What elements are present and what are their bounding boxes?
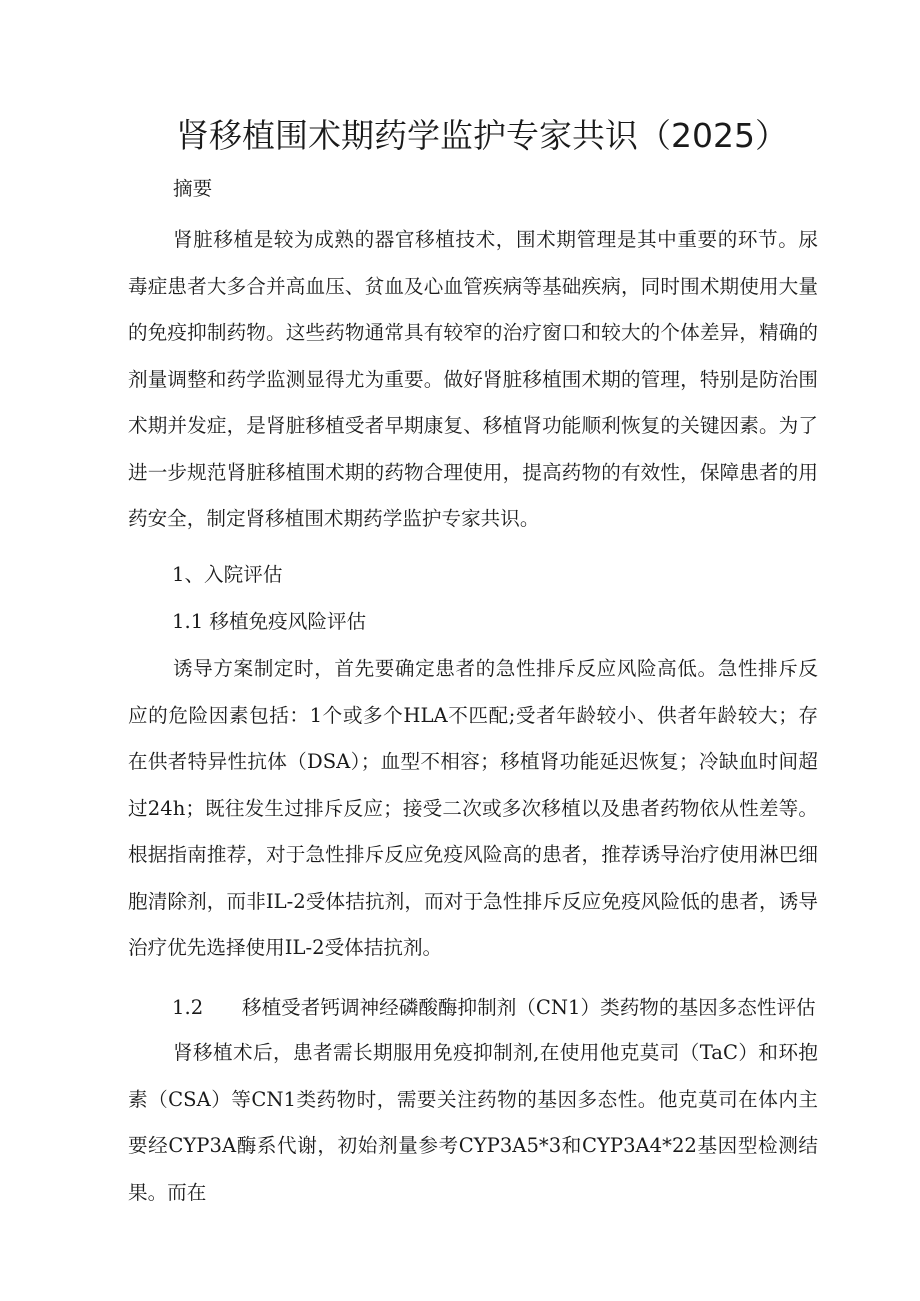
section-1-2-title: 移植受者钙调神经磷酸酶抑制剂（CN1）类药物的基因多态性评估 [242,996,816,1019]
section-1-2-number: 1.2 [172,996,204,1019]
section-1-1-heading: 1.1 移植免疫风险评估 [172,610,367,633]
section-1-2-heading [172,985,862,1032]
section-1-2-paragraph: 肾移植术后，患者需长期服用免疫抑制剂,在使用他克莫司（TaC）和环抱素（CSA）等CN1类药物时，需要关注药物的基因多态性。他克莫司在体内主要经CYP3A酶系代谢，初始剂量参考CYP3A5*3和CYP3A4*22基因型检测结果。而在 [128,1041,818,1204]
abstract-label: 摘要 [173,177,213,200]
document-title: 肾移植围术期药学监护专家共识（2025） [176,116,788,155]
abstract-paragraph: 肾脏移植是较为成熟的器官移植技术，围术期管理是其中重要的环节。尿毒症患者大多合并高血压、贫血及心血管疾病等基础疾病，同时围术期使用大量的免疫抑制药物。这些药物通常具有较窄的治疗窗口和较大的个体差异，精确的剂量调整和药学监测显得尤为重要。做好肾脏移植围术期的管理，特别是防治围术期并发症，是肾脏移植受者早期康复、移植肾功能顺利恢复的关键因素。为了进一步规范肾脏移植围术期的药物合理使用，提高药物的有效性，保障患者的用药安全，制定肾移植围术期药学监护专家共识。 [128,228,818,530]
section-1-heading: 1、入院评估 [172,563,283,586]
section-1-1-paragraph: 诱导方案制定时，首先要确定患者的急性排斥反应风险高低。急性排斥反应的危险因素包括：1个或多个HLA不匹配;受者年龄较小、供者年龄较大；存在供者特异性抗体（DSA）；血型不相容；移植肾功能延迟恢复；冷缺血时间超过24h；既往发生过排斥反应；接受二次或多次移植以及患者药物依从性差等。根据指南推荐，对于急性排斥反应免疫风险高的患者，推荐诱导治疗使用淋巴细胞清除剂，而非IL-2受体拮抗剂，而对于急性排斥反应免疫风险低的患者，诱导治疗优先选择使用IL-2受体拮抗剂。 [128,657,818,959]
